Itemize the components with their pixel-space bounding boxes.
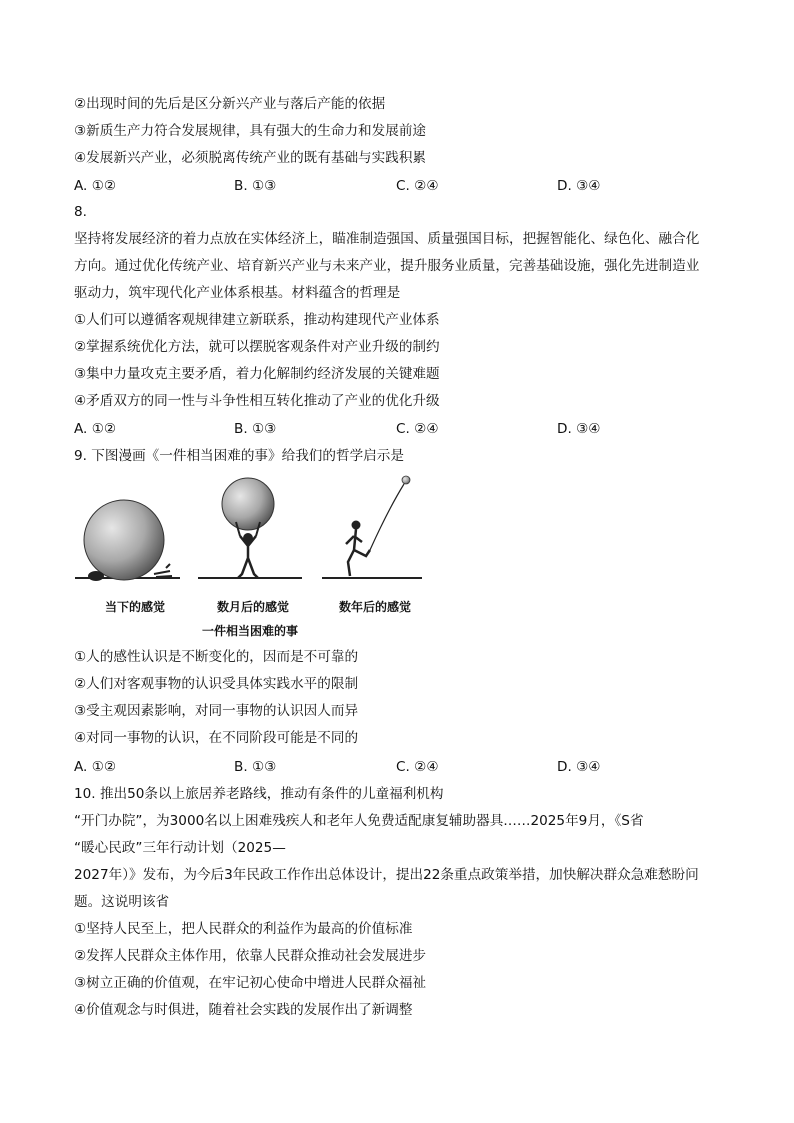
- q8-item-4: ④矛盾双方的同一性与斗争性相互转化推动了产业的优化升级: [74, 393, 440, 409]
- q9-item-4: ④对同一事物的认识，在不同阶段可能是不同的: [74, 730, 359, 746]
- q7-option-d: D. ③④: [557, 178, 601, 194]
- q9-option-a: A. ①②: [74, 759, 117, 775]
- q8-option-b: B. ①③: [234, 421, 277, 437]
- comic-panel-3: [322, 476, 422, 578]
- comic-caption-2: 数月后的感觉: [216, 600, 289, 614]
- q7-item-3: ③新质生产力符合发展规律，具有强大的生命力和发展前途: [74, 123, 427, 139]
- q7-item-4: ④发展新兴产业，必须脱离传统产业的既有基础与实践积累: [74, 150, 427, 166]
- q8-stem-line-1: 坚持将发展经济的着力点放在实体经济上，瞄准制造强国、质量强国目标，把握智能化、绿色化、融合化: [74, 231, 700, 247]
- q8-number: 8.: [74, 204, 87, 220]
- q10-stem-line-4: 2027年）》发布，为今后3年民政工作作出总体设计，提出22条重点政策举措，加快解决群众急难愁盼问: [74, 867, 699, 883]
- q9-item-2: ②人们对客观事物的认识受具体实践水平的限制: [74, 676, 359, 692]
- q7-option-b: B. ①③: [234, 178, 277, 194]
- q9-item-1: ①人的感性认识是不断变化的，因而是不可靠的: [74, 649, 359, 665]
- q8-stem-line-3: 驱动力，筑牢现代化产业体系根基。材料蕴含的哲理是: [74, 285, 401, 301]
- q8-item-1: ①人们可以遵循客观规律建立新联系，推动构建现代产业体系: [74, 312, 440, 328]
- comic-title: 一件相当困难的事: [201, 624, 298, 638]
- comic-caption-1: 当下的感觉: [104, 600, 165, 614]
- q10-stem-line-5: 题。这说明该省: [74, 894, 170, 910]
- comic-caption-3: 数年后的感觉: [338, 600, 411, 614]
- q10-item-4: ④价值观念与时俱进，随着社会实践的发展作出了新调整: [74, 1002, 413, 1018]
- q7-option-c: C. ②④: [396, 178, 439, 194]
- comic-panel-1: [75, 500, 180, 581]
- q8-stem-line-2: 方向。通过优化传统产业、培育新兴产业与未来产业，提升服务业质量，完善基础设施，强化先进制造业: [74, 258, 700, 274]
- q10-item-3: ③树立正确的价值观，在牢记初心使命中增进人民群众福祉: [74, 975, 427, 991]
- q9-option-b: B. ①③: [234, 759, 277, 775]
- q9-item-3: ③受主观因素影响，对同一事物的认识因人而异: [74, 703, 359, 719]
- q10-stem-line-2: “开门办院”，为3000名以上困难残疾人和老年人免费适配康复辅助器具……2025年9月，《S省: [74, 813, 644, 829]
- q10-stem-line-1: 10. 推出50条以上旅居养老路线，推动有条件的儿童福利机构: [74, 786, 444, 802]
- q8-option-d: D. ③④: [557, 421, 601, 437]
- q8-option-a: A. ①②: [74, 421, 117, 437]
- comic-panel-2: [198, 478, 302, 578]
- q8-item-2: ②掌握系统优化方法，就可以摆脱客观条件对产业升级的制约: [74, 339, 440, 355]
- q8-option-c: C. ②④: [396, 421, 439, 437]
- q10-item-1: ①坚持人民至上，把人民群众的利益作为最高的价值标准: [74, 921, 413, 937]
- q10-stem-line-3: “暖心民政”三年行动计划（2025—: [74, 840, 286, 856]
- q7-option-a: A. ①②: [74, 178, 117, 194]
- q9-option-d: D. ③④: [557, 759, 601, 775]
- q9-option-c: C. ②④: [396, 759, 439, 775]
- q8-item-3: ③集中力量攻克主要矛盾，着力化解制约经济发展的关键难题: [74, 366, 440, 382]
- comic-illustration: [70, 470, 430, 600]
- q7-item-2: ②出现时间的先后是区分新兴产业与落后产能的依据: [74, 96, 386, 112]
- q10-item-2: ②发挥人民群众主体作用，依靠人民群众推动社会发展进步: [74, 948, 427, 964]
- q9-stem: 9. 下图漫画《一件相当困难的事》给我们的哲学启示是: [74, 448, 404, 464]
